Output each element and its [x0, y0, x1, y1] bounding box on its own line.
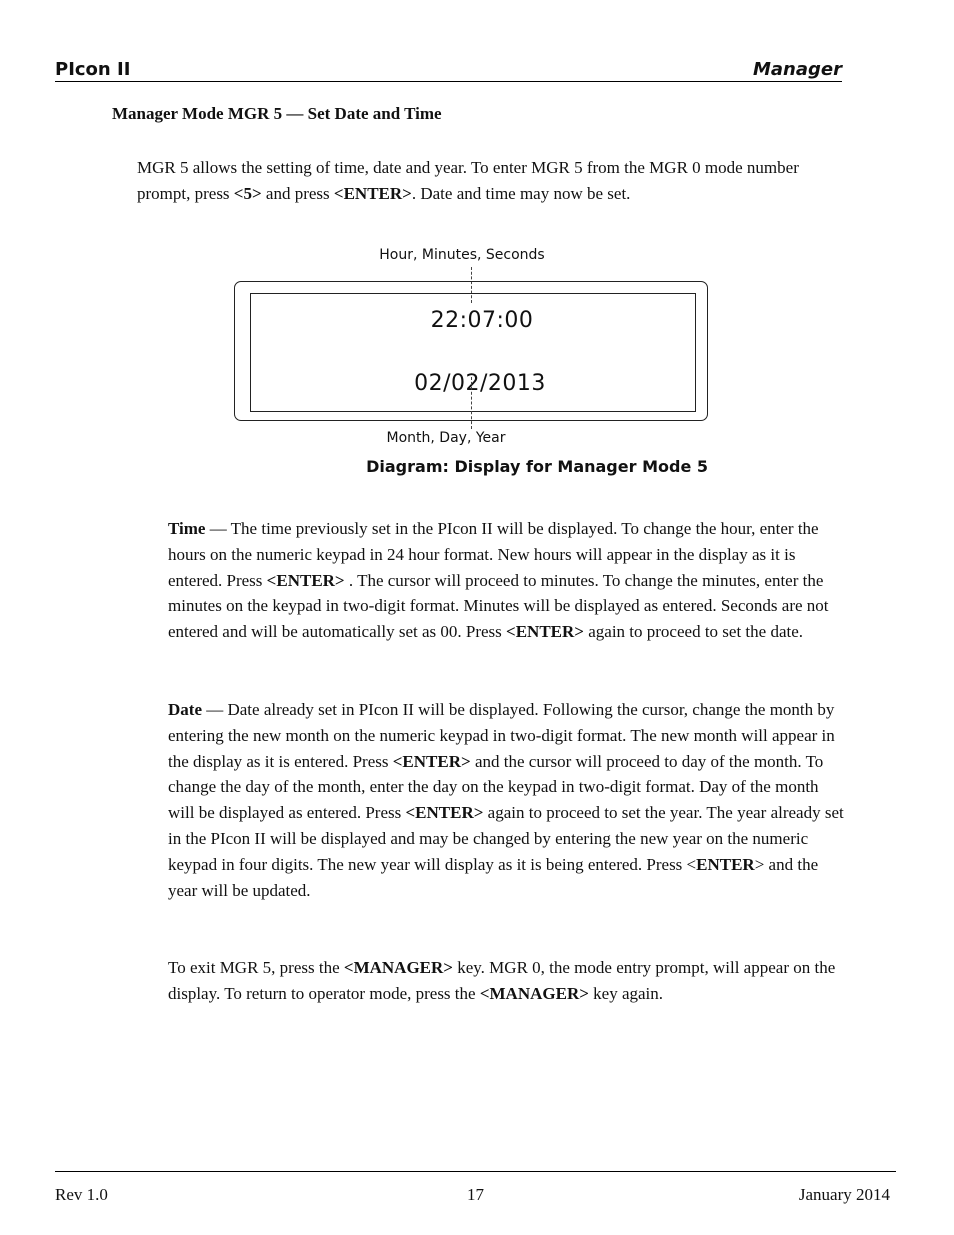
key-enter: <ENTER> — [392, 751, 471, 771]
header-rule — [55, 81, 842, 82]
section-title: Manager Mode MGR 5 — Set Date and Time — [112, 104, 442, 123]
exit-text: To exit MGR 5, press the — [168, 958, 344, 977]
key-manager: <MANAGER> — [343, 958, 453, 977]
footer-date: January 2014 — [798, 1185, 890, 1204]
date-text: — Date already set in PIcon II will be displayed. Following the cursor, change the month by entering the new month on the numeric keypad in two-digit format. The new month will appear in the display as it is entered. Press — [168, 700, 835, 771]
time-text: — The time previously set in the PIcon II will be displayed. To change the hour, enter the hours on the numeric keypad in 24 hour format. New hours will appear in the display as it is entered. Press — [168, 519, 819, 590]
key-5: <5> — [233, 184, 262, 203]
diagram-bottom-label: Month, Day, Year — [386, 430, 506, 446]
key-enter: <ENTER> — [405, 803, 484, 823]
diagram-caption: Diagram: Display for Manager Mode 5 — [366, 457, 708, 476]
footer-revision: Rev 1.0 — [55, 1185, 108, 1204]
intro-text: MGR 5 allows the setting of time, date and year. To enter MGR 5 from the MGR 0 mode number prompt, press — [137, 158, 799, 203]
time-heading: Time — [168, 519, 206, 538]
date-paragraph — [168, 697, 848, 903]
key-enter: <ENTER> — [333, 184, 412, 203]
exit-paragraph — [168, 955, 848, 1007]
page-number: 17 — [467, 1185, 484, 1204]
date-text: again to proceed to set the year. The year already set in the PIcon II will be displayed and may be changed by entering the new year on the numeric keypad in four digits. The new year will display as it is being entered. Press < — [168, 803, 844, 874]
intro-text: . Date and time may now be set. — [411, 184, 631, 203]
lcd-date: 02/02/2013 — [414, 371, 546, 396]
footer-rule — [55, 1171, 896, 1172]
date-text: > and the year will be updated. — [168, 854, 819, 900]
diagram-bottom-leader — [471, 377, 472, 429]
exit-text: key. MGR 0, the mode entry prompt, will appear on the display. To return to operator mode, press the — [168, 958, 836, 1003]
key-manager: <MANAGER> — [479, 983, 589, 1003]
key-enter: <ENTER> — [266, 570, 345, 590]
diagram-top-label: Hour, Minutes, Seconds — [379, 247, 545, 263]
key-enter: ENTER — [696, 854, 755, 874]
lcd-time: 22:07:00 — [430, 308, 534, 333]
exit-text: key again. — [588, 983, 664, 1003]
lcd-screen — [250, 293, 696, 412]
date-text: and the cursor will proceed to day of the month. To change the day of the month, enter the day on the keypad in two-digit format. Day of the month will be displayed as entered. Press — [168, 751, 824, 823]
intro-paragraph — [137, 155, 837, 207]
intro-text: and press — [261, 184, 334, 203]
date-heading: Date — [168, 700, 202, 719]
header-product: PIcon II — [55, 59, 131, 80]
time-paragraph — [168, 516, 848, 645]
time-text: . The cursor will proceed to minutes. To change the minutes, enter the minutes on the keypad in two-digit format. Minutes will be displayed as entered. Seconds are not entered and will be automatically set as 00. Press — [168, 570, 829, 642]
key-enter: <ENTER> — [506, 622, 584, 642]
display-diagram — [234, 245, 710, 477]
header-section: Manager — [753, 59, 842, 80]
time-text: again to proceed to set the date. — [583, 622, 804, 642]
